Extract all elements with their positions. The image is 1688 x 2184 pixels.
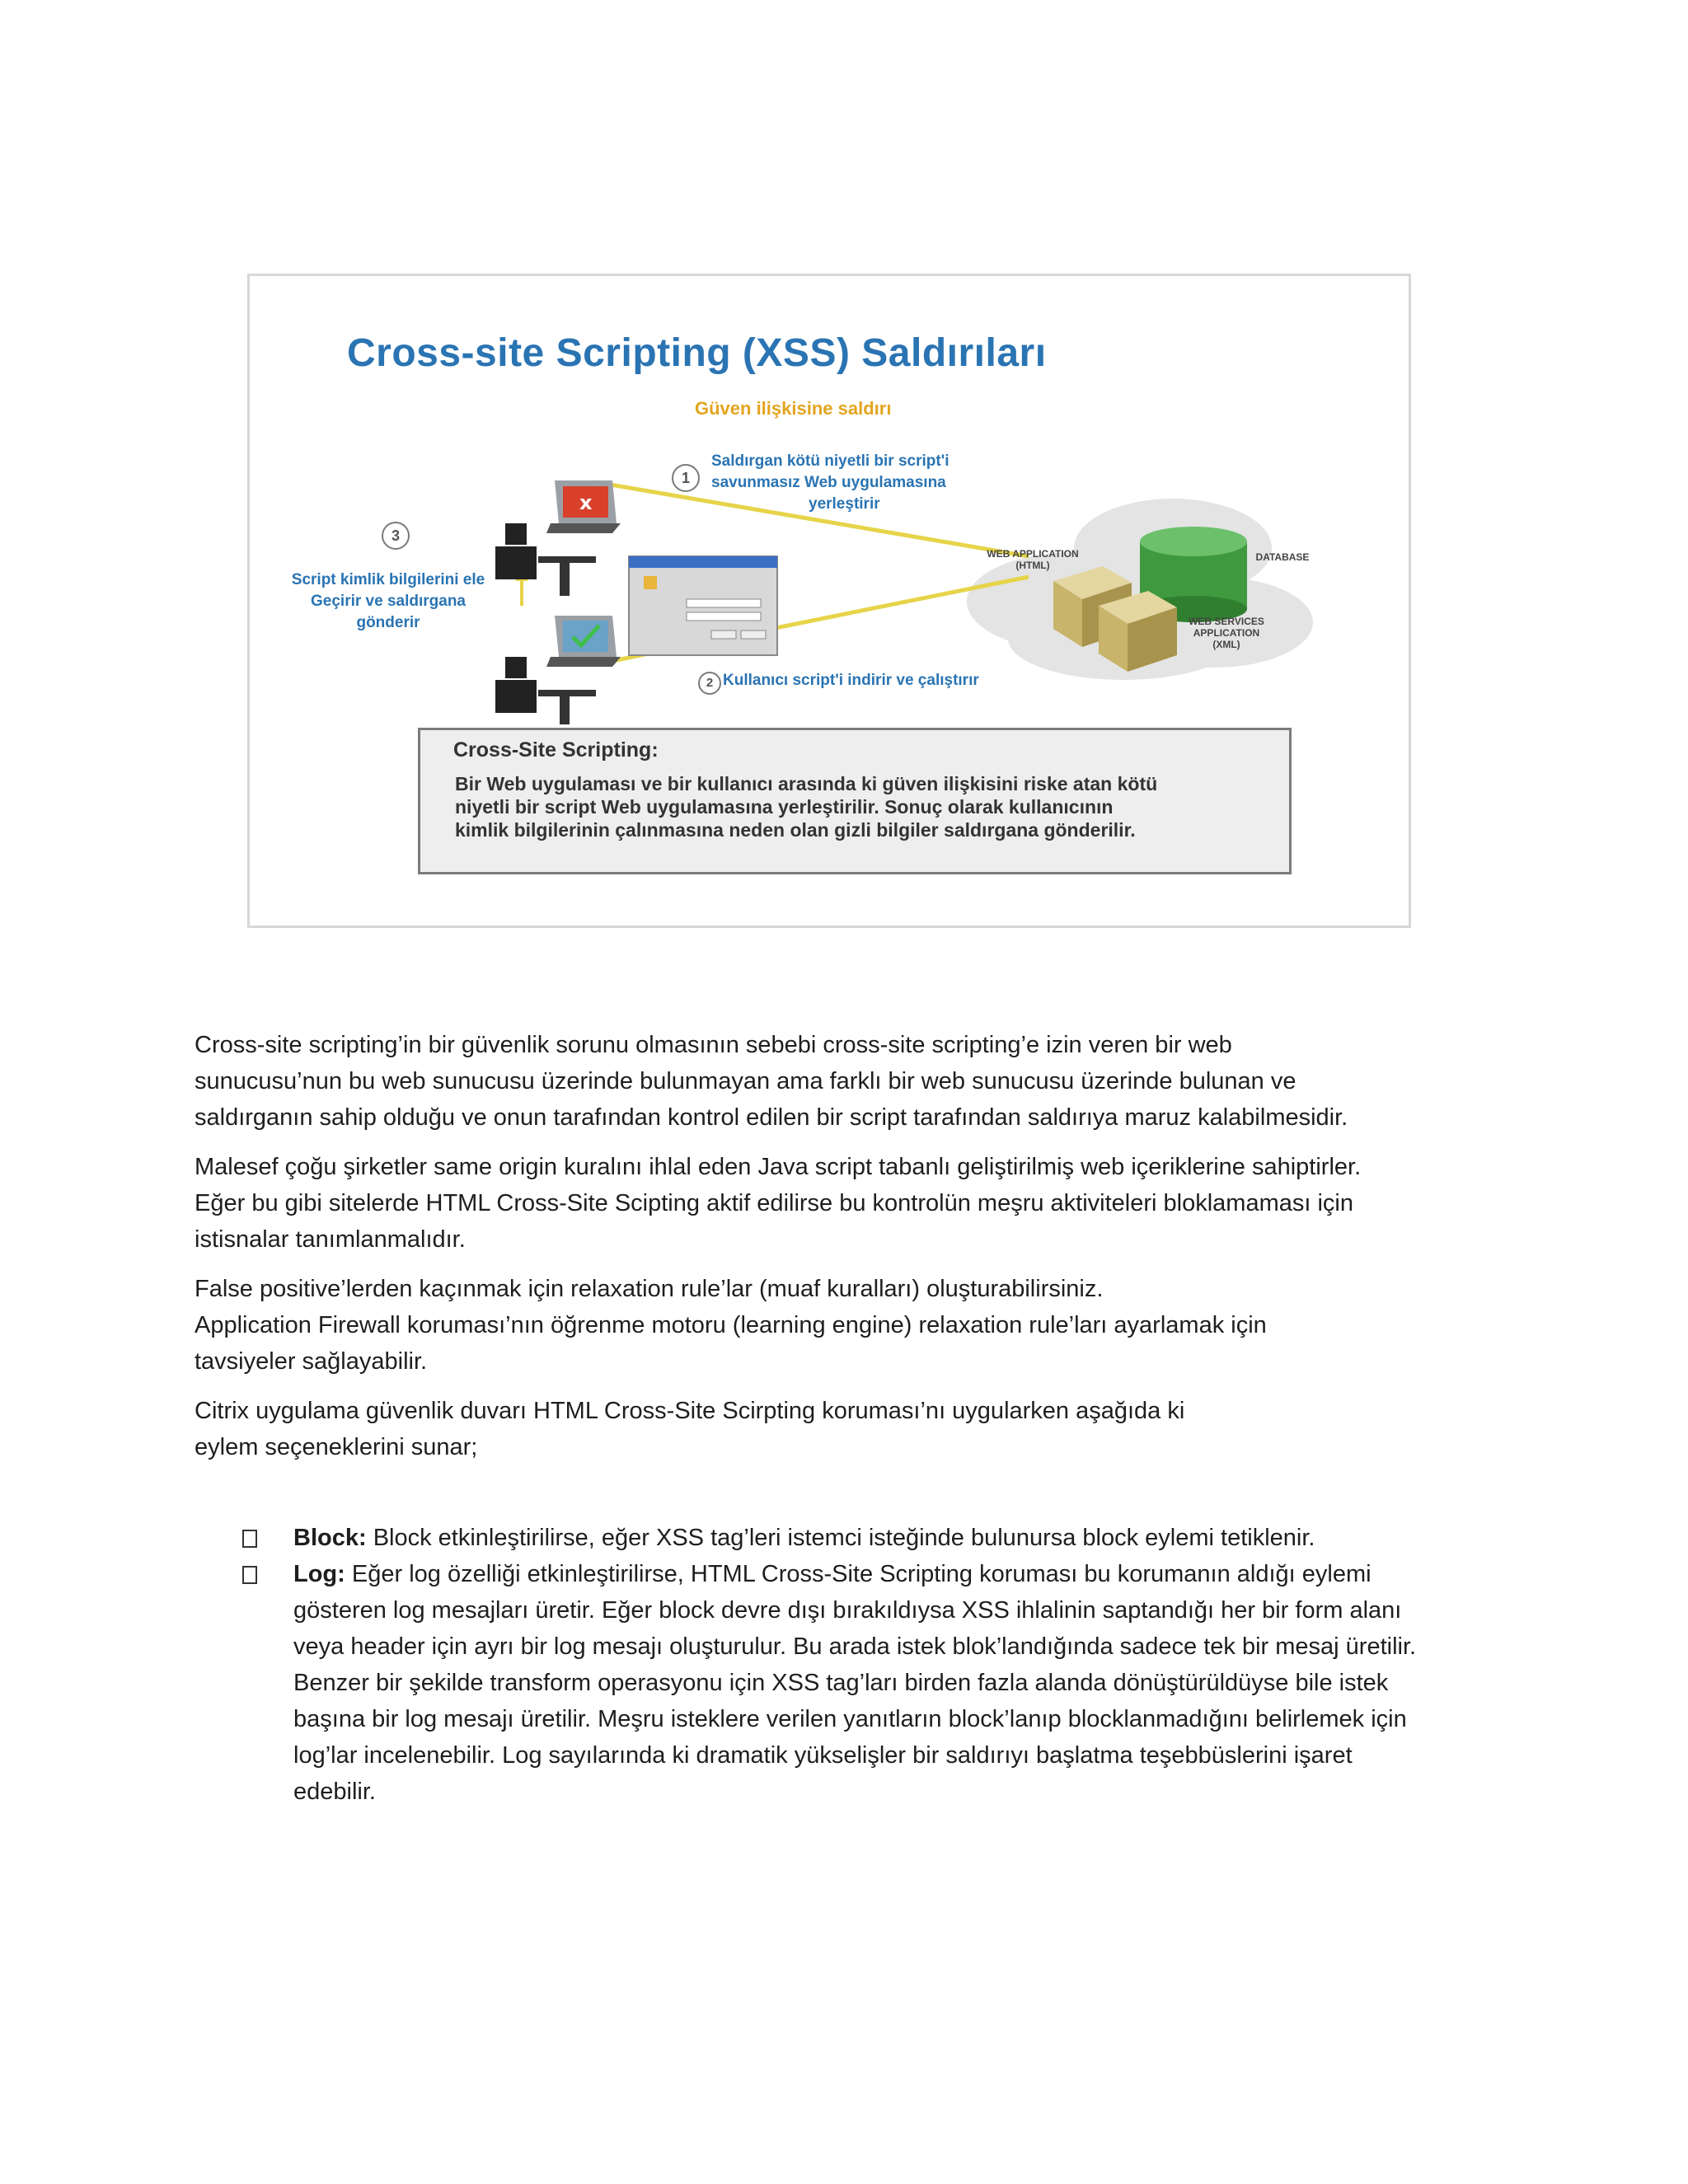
list-item-term: Block: [293,1525,367,1551]
article-body [195,1027,1513,1805]
paragraph-line: tavsiyeler sağlayabilir. [195,1348,428,1375]
web-services-label [1181,616,1272,650]
database-label: DATABASE [1255,551,1310,563]
paragraph-line: saldırganın sahip olduğu ve onun tarafından kontrol edilen bir script tarafından saldırıya maruz kalabilmesidir. [195,1104,1348,1131]
action-options-list [195,1520,1513,1810]
paragraph [195,1393,1513,1465]
missing-glyph-bullet-icon [242,1530,257,1548]
missing-glyph-bullet-icon [242,1566,257,1584]
step-3-label [265,569,512,634]
definition-box [418,728,1292,874]
step-1-line: Saldırgan kötü niyetli bir script'i [711,452,950,470]
definition-line: kimlik bilgilerinin çalınmasına neden olan gizli bilgiler saldırgana gönderilir. [455,819,1136,841]
paragraph [195,1271,1513,1380]
definition-line: Bir Web uygulaması ve bir kullanıcı arasında ki güven ilişkisini riske atan kötü [455,773,1158,794]
definition-heading: Cross-Site Scripting: [453,738,659,762]
list-item-line [293,1556,1513,1592]
web-services-label-line: WEB SERVICES [1189,616,1264,627]
login-dialog-screenshot [629,556,777,655]
paragraph [195,1027,1513,1136]
diagram-subtitle: Güven ilişkisine saldırı [695,398,892,419]
list-item-line [293,1520,1513,1556]
list-item-line: veya header için ayrı bir log mesajı oluşturulur. Bu arada istek blok’landığında sadece tek bir mesaj üretilir. [293,1633,1417,1660]
svg-text:x: x [579,491,593,514]
paragraph [195,1149,1513,1258]
list-item-line: log’lar incelenebilir. Log sayılarında ki dramatik yükselişler bir saldırıyı başlatma teşebbüslerini işaret [293,1742,1353,1769]
web-application-label-line: WEB APPLICATION [987,548,1079,560]
paragraph-line: Eğer bu gibi sitelerde HTML Cross-Site Scipting aktif edilirse bu kontrolün meşru aktiviteleri bloklamaması için [195,1190,1353,1216]
list-item-text: Eğer log özelliği etkinleştirilirse, HTML Cross-Site Scripting koruması bu korumanın aldığı eylemi [351,1561,1372,1587]
list-item-term: Log: [293,1561,345,1587]
definition-line: niyetli bir script Web uygulamasına yerleştirilir. Sonuç olarak kullanıcının [455,796,1114,818]
step-3-line: gönderir [356,614,420,631]
web-application-label-line: (HTML) [1015,560,1050,571]
paragraph-line: Application Firewall koruması’nın öğrenme motoru (learning engine) relaxation rule’ları ayarlamak için [195,1312,1267,1338]
step-2-badge: 2 [698,672,721,695]
step-3-line: Script kimlik bilgilerini ele [291,571,485,588]
step-1-line: savunmasız Web uygulamasına [711,474,946,491]
step-3-line: Geçirir ve saldırgana [311,593,466,610]
step-2-label: Kullanıcı script'i indirir ve çalıştırır [723,672,979,689]
paragraph-line: eylem seçeneklerini sunar; [195,1434,478,1460]
list-item-line: gösteren log mesajları üretir. Eğer block devre dışı bırakıldıysa XSS ihlalinin saptandığı her bir form alanı [293,1597,1402,1624]
web-services-label-line: (XML) [1212,639,1240,650]
list-item-text: Block etkinleştirilirse, eğer XSS tag’leri istemci isteğinde bulunursa block eylemi tetiklenir. [373,1525,1315,1551]
list-item-log [195,1556,1513,1810]
list-item-block [195,1520,1513,1556]
list-item-line: başına bir log mesajı üretilir. Meşru isteklere verilen yanıtların block’lanıp blocklanmadığını belirlemek için [293,1706,1407,1732]
paragraph-line: Citrix uygulama güvenlik duvarı HTML Cross-Site Scirpting koruması’nı uygularken aşağıda ki [195,1398,1185,1424]
paragraph-line: Malesef çoğu şirketler same origin kuralını ihlal eden Java script tabanlı geliştirilmiş web içeriklerine sahiptirler. [195,1154,1362,1180]
step-1-badge: 1 [672,464,700,492]
definition-body [455,772,1254,841]
paragraph-line: istisnalar tanımlanmalıdır. [195,1226,466,1253]
web-application-label [975,548,1090,571]
step-1-label [711,451,1025,515]
paragraph-line: False positive’lerden kaçınmak için relaxation rule’lar (muaf kuralları) oluşturabilirsiniz. [195,1276,1104,1302]
list-item-line: Benzer bir şekilde transform operasyonu için XSS tag’ları birden fazla alanda dönüştürüldüyse bile istek [293,1670,1389,1696]
attacker-figure-icon [495,480,621,596]
paragraph-line: sunucusu’nun bu web sunucusu üzerinde bulunmayan ama farklı bir web sunucusu üzerinde bulunan ve [195,1068,1296,1094]
user-figure-icon [495,616,621,724]
xss-diagram-figure [247,274,1411,928]
step-3-badge: 3 [382,522,410,550]
list-item-line: edebilir. [293,1779,376,1805]
diagram-title: Cross-site Scripting (XSS) Saldırıları [347,331,1047,375]
paragraph-line: Cross-site scripting’in bir güvenlik sorunu olmasının sebebi cross-site scripting’e izin veren bir web [195,1032,1232,1058]
web-services-label-line: APPLICATION [1193,627,1260,639]
step-1-line: yerleştirir [809,495,880,513]
